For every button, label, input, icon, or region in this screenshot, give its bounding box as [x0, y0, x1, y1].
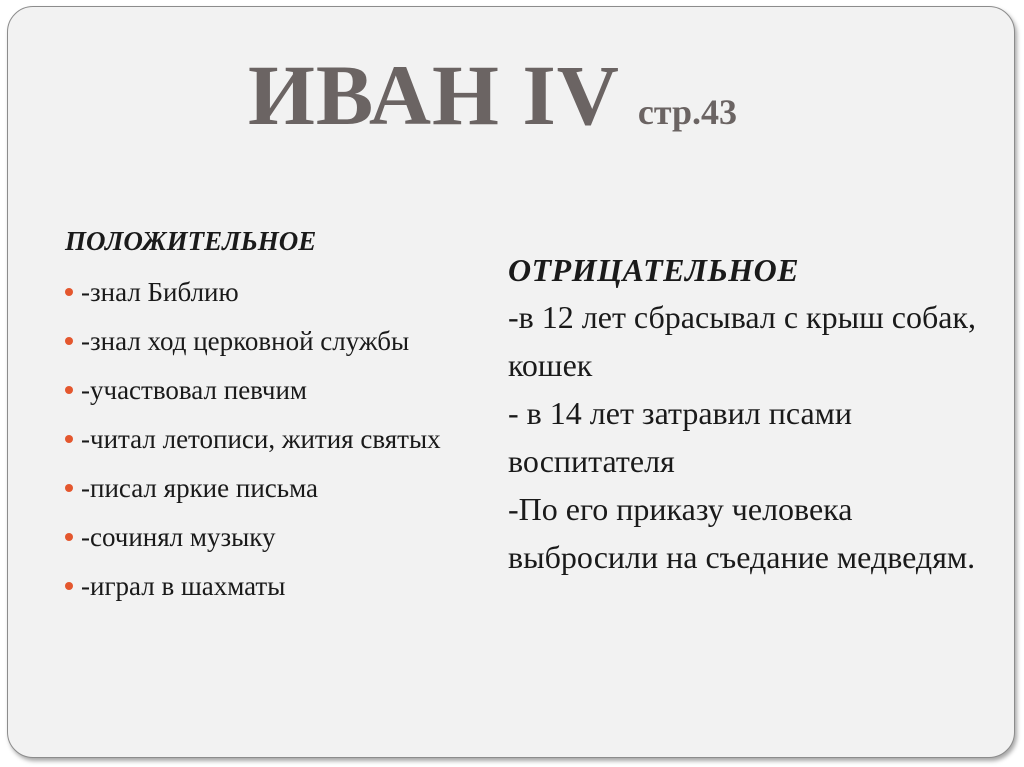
list-item-text: -играл в шахматы	[81, 571, 286, 601]
positive-heading: ПОЛОЖИТЕЛЬНОЕ	[65, 226, 317, 256]
bullet-icon	[65, 386, 73, 394]
negative-line: -в 12 лет сбрасывал с крыш собак, кошек	[508, 299, 976, 383]
bullet-icon	[65, 484, 73, 492]
bullet-icon	[65, 288, 73, 296]
negative-column	[508, 247, 978, 581]
positive-list	[65, 273, 465, 605]
list-item-text: -сочинял музыку	[81, 522, 276, 552]
list-item	[65, 420, 465, 458]
list-item-text: -знал ход церковной службы	[81, 326, 410, 356]
list-item-text: -участвовал певчим	[81, 375, 308, 405]
slide-title	[248, 45, 737, 145]
list-item	[65, 567, 465, 605]
list-item	[65, 273, 465, 311]
list-item	[65, 469, 465, 507]
negative-line: -По его приказу человека выбросили на съедание медведям.	[508, 491, 976, 575]
bullet-icon	[65, 582, 73, 590]
list-item-text: -писал яркие письма	[81, 473, 318, 503]
slide	[7, 6, 1015, 758]
bullet-icon	[65, 337, 73, 345]
negative-heading: ОТРИЦАТЕЛЬНОЕ	[508, 252, 800, 288]
title-page-ref: стр.43	[637, 92, 738, 132]
list-item	[65, 518, 465, 556]
bullet-icon	[65, 533, 73, 541]
positive-column	[65, 223, 465, 616]
list-item	[65, 371, 465, 409]
bullet-icon	[65, 435, 73, 443]
list-item-text: -знал Библию	[81, 277, 239, 307]
title-main: ИВАН IV	[248, 47, 620, 143]
list-item-text: -читал летописи, жития святых	[81, 424, 441, 454]
list-item	[65, 322, 465, 360]
negative-line: - в 14 лет затравил псами воспитателя	[508, 395, 853, 479]
